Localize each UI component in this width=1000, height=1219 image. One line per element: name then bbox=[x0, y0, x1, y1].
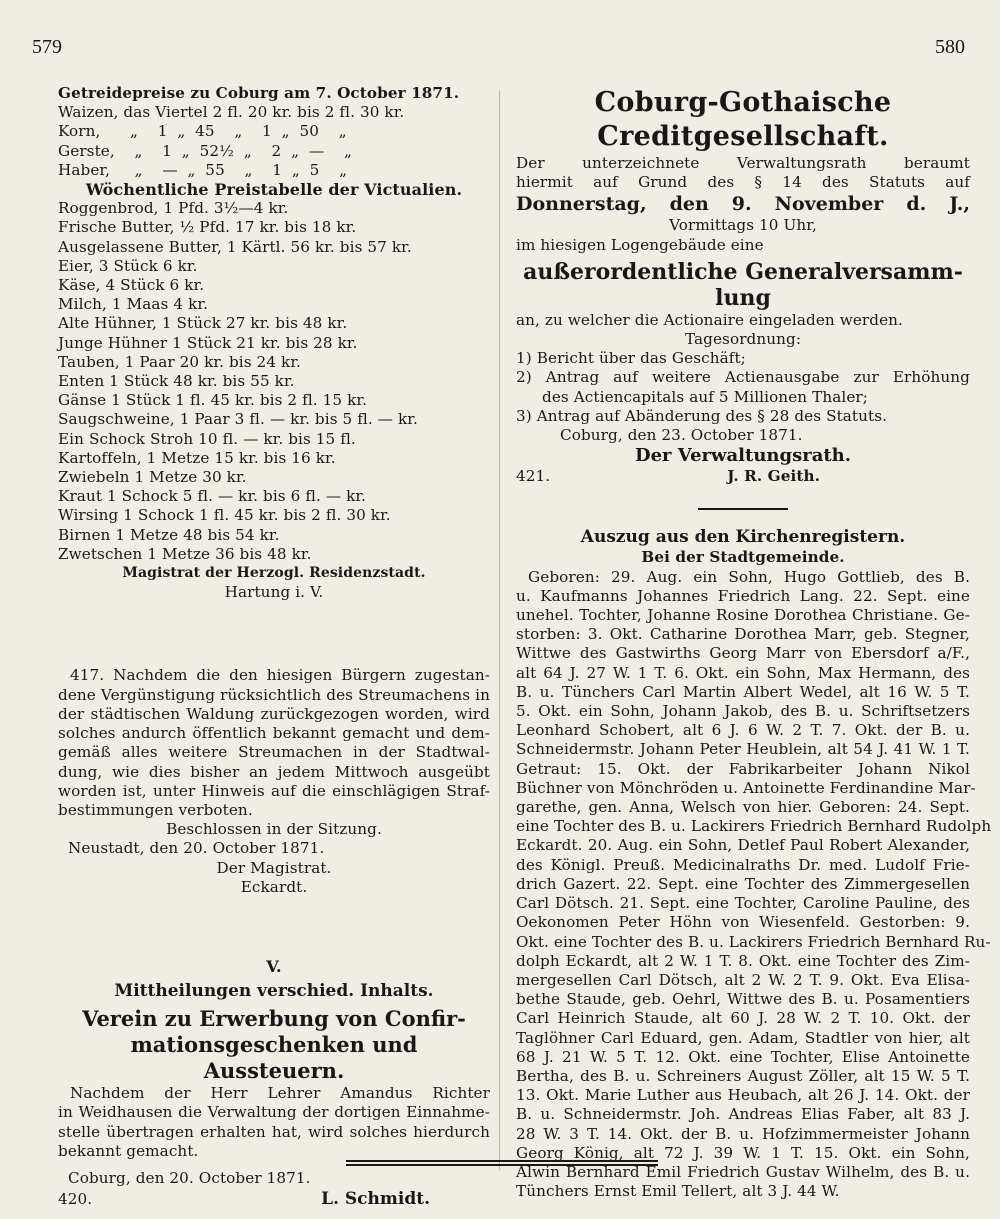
victualien-item: Roggenbrod, 1 Pfd. 3½—4 kr. bbox=[58, 199, 289, 218]
mittheilungen-heading: Mittheilungen verschied. Inhalts. bbox=[114, 981, 434, 1002]
page-number-left: 579 bbox=[32, 36, 62, 58]
left-column bbox=[58, 84, 490, 1210]
schmidt-signature: L. Schmidt. bbox=[321, 1189, 430, 1210]
price-row: Haber, „ — „ 55 „ 1 „ 5 „ bbox=[58, 160, 348, 179]
register-line: Leonhard Schobert, alt 6 J. 6 W. 2 T. 7. Okt. der B. u. bbox=[516, 721, 970, 740]
register-line: 68 J. 21 W. 5 T. 12. Okt. eine Tochter, Elise Antoinette bbox=[516, 1047, 970, 1066]
verein-text-line: in Weidhausen die Verwaltung der dortigen Einnahme- bbox=[58, 1103, 490, 1122]
stadtgemeinde-heading: Bei der Stadtgemeinde. bbox=[641, 548, 845, 567]
register-line: B. u. Schneidermstr. Joh. Andreas Elias Faber, alt 83 J. bbox=[516, 1105, 970, 1124]
coburg-date-420: Coburg, den 20. October 1871. bbox=[68, 1168, 311, 1187]
register-line: alt 64 J. 27 W. 1 T. 6. Okt. ein Sohn, Max Hermann, des bbox=[516, 663, 970, 682]
register-line: Getraut: 15. Okt. der Fabrikarbeiter Johann Nikol bbox=[516, 759, 970, 778]
notice-417-line: dung, wie dies bisher an jedem Mittwoch ausgeübt bbox=[58, 762, 490, 781]
register-line: 13. Okt. Marie Luther aus Heubach, alt 26 J. 14. Okt. der bbox=[516, 1086, 970, 1105]
notice-417-line: solches andurch öffentlich bekannt gemacht und dem- bbox=[58, 724, 490, 743]
bank-title: Coburg-Gothaische Creditgesellschaft. bbox=[594, 87, 892, 152]
page-number-right: 580 bbox=[935, 36, 965, 58]
victualien-item: Birnen 1 Metze 48 bis 54 kr. bbox=[58, 525, 280, 544]
register-line: Carl Dötsch. 21. Sept. eine Tochter, Caroline Pauline, des bbox=[516, 894, 970, 913]
register-line: 28 W. 3 T. 14. Okt. der B. u. Hofzimmermeister Johann bbox=[516, 1124, 970, 1143]
price-row: Gerste, „ 1 „ 52½ „ 2 „ — „ bbox=[58, 141, 352, 160]
register-line: Oekonomen Peter Höhn von Wiesenfeld. Gestorben: 9. bbox=[516, 913, 970, 932]
notice-417-line: der städtischen Waldung zurückgezogen worden, wird bbox=[58, 704, 490, 723]
geith-signature: J. R. Geith. bbox=[727, 467, 820, 486]
register-line: bethe Staude, geb. Oehrl, Wittwe des B. u. Posamentiers bbox=[516, 990, 970, 1009]
bottom-double-rule bbox=[346, 1160, 658, 1166]
victualien-item: Alte Hühner, 1 Stück 27 kr. bis 48 kr. bbox=[58, 314, 348, 333]
victualien-item: Zwiebeln 1 Metze 30 kr. bbox=[58, 468, 247, 487]
register-line: Alwin Bernhard Emil Friedrich Gustav Wilhelm, des B. u. bbox=[516, 1162, 970, 1181]
verwaltungsrath-signature: Der Verwaltungsrath. bbox=[634, 445, 852, 467]
register-line: drich Gazert. 22. Sept. eine Tochter des Zimmergesellen bbox=[516, 874, 970, 893]
register-line: Taglöhner Carl Eduard, gen. Adam, Stadtler von hier, alt bbox=[516, 1028, 970, 1047]
notice-number-421: 421. bbox=[516, 467, 551, 486]
register-line: Wittwe des Gastwirths Georg Marr von Ebersdorf a/F., bbox=[516, 644, 970, 663]
register-line: des Königl. Preuß. Medicinalraths Dr. med. Ludolf Frie- bbox=[516, 855, 970, 874]
agenda-item: 2) Antrag auf weitere Actienausgabe zur Erhöhung bbox=[516, 368, 970, 387]
section-v-heading: V. bbox=[266, 956, 282, 976]
agenda-item: des Actiencapitals auf 5 Millionen Thaler; bbox=[542, 387, 868, 406]
verein-title-line2: mationsgeschenken und Aussteuern. bbox=[130, 1032, 418, 1084]
victualien-item: Ein Schock Stroh 10 fl. — kr. bis 15 fl. bbox=[58, 429, 356, 448]
right-column bbox=[516, 86, 992, 1201]
invitation-line: an, zu welcher die Actionaire eingeladen werden. bbox=[516, 310, 903, 329]
register-line: dolph Eckardt, alt 2 W. 1 T. 8. Okt. eine Tochter des Zim- bbox=[516, 951, 970, 970]
register-line: storben: 3. Okt. Catharine Dorothea Marr, geb. Stegner, bbox=[516, 625, 970, 644]
register-line: eine Tochter des B. u. Lackirers Friedrich Bernhard Rudolph bbox=[516, 817, 992, 836]
intro-line: hiermit auf Grund des § 14 des Statuts auf bbox=[516, 173, 970, 192]
register-line: Okt. eine Tochter des B. u. Lackirers Friedrich Bernhard Ru- bbox=[516, 932, 991, 951]
signature-row-421 bbox=[516, 467, 970, 486]
register-line: B. u. Tünchers Carl Martin Albert Wedel, alt 16 W. 5 T. bbox=[516, 682, 970, 701]
coburg-date-421: Coburg, den 23. October 1871. bbox=[560, 426, 803, 445]
meeting-time: Vormittags 10 Uhr, bbox=[669, 216, 817, 235]
notice-417-line: bestimmungen verboten. bbox=[58, 800, 253, 819]
signature-row-420 bbox=[58, 1188, 490, 1210]
register-line: unehel. Tochter, Johanne Rosine Dorothea Christiane. Ge- bbox=[516, 606, 970, 625]
meeting-date: Donnerstag, den 9. November d. J., bbox=[516, 193, 970, 216]
intro-line: Der unterzeichnete Verwaltungsrath beraumt bbox=[516, 154, 970, 172]
victualien-item: Gänse 1 Stück 1 fl. 45 kr. bis 2 fl. 15 kr. bbox=[58, 391, 368, 410]
victualien-item: Saugschweine, 1 Paar 3 fl. — kr. bis 5 fl. — kr. bbox=[58, 410, 418, 429]
victualien-item: Ausgelassene Butter, 1 Kärtl. 56 kr. bis 57 kr. bbox=[58, 237, 412, 256]
victualien-item: Käse, 4 Stück 6 kr. bbox=[58, 276, 205, 295]
register-line: u. Kaufmanns Johannes Friedrich Lang. 22. Sept. eine bbox=[516, 586, 970, 605]
agenda-item: 3) Antrag auf Abänderung des § 28 des Statuts. bbox=[516, 406, 888, 425]
general-meeting-title-line1: außerordentliche Generalversamm- bbox=[523, 258, 963, 285]
neustadt-date: Neustadt, den 20. October 1871. bbox=[68, 839, 325, 858]
victualien-item: Enten 1 Stück 48 kr. bis 55 kr. bbox=[58, 372, 295, 391]
victualien-list bbox=[58, 199, 490, 564]
victualien-item: Kartoffeln, 1 Metze 15 kr. bis 16 kr. bbox=[58, 448, 336, 467]
price-row: Waizen, das Viertel 2 fl. 20 kr. bis 2 fl. 30 kr. bbox=[58, 103, 405, 122]
victualien-item: Milch, 1 Maas 4 kr. bbox=[58, 295, 208, 314]
register-line: Geboren: 29. Aug. ein Sohn, Hugo Gottlieb, des B. bbox=[528, 567, 970, 586]
general-meeting-title-line2: lung bbox=[715, 284, 771, 311]
register-line: mergesellen Carl Dötsch, alt 2 W. 2 T. 9. Okt. Eva Elisa- bbox=[516, 970, 970, 989]
agenda-item: 1) Bericht über das Geschäft; bbox=[516, 349, 746, 368]
victualien-item: Kraut 1 Schock 5 fl. — kr. bis 6 fl. — kr. bbox=[58, 487, 366, 506]
victualien-title: Wöchentliche Preistabelle der Victualien. bbox=[85, 180, 463, 200]
verein-text-line: stelle übertragen erhalten hat, wird solches hierdurch bbox=[58, 1122, 490, 1141]
beschlossen-line: Beschlossen in der Sitzung. bbox=[166, 820, 382, 839]
notice-417-line: worden ist, unter Hinweis auf die einschlägigen Straf- bbox=[58, 781, 490, 800]
verein-text-line: bekannt gemacht. bbox=[58, 1141, 199, 1160]
grain-prices bbox=[58, 84, 490, 180]
register-line: Eckardt. 20. Aug. ein Sohn, Detlef Paul Robert Alexander, bbox=[516, 836, 970, 855]
verein-text-line: Nachdem der Herr Lehrer Amandus Richter bbox=[70, 1084, 490, 1103]
notice-417-line: gemäß alles weitere Streumachen in der Stadtwal- bbox=[58, 743, 490, 762]
victualien-item: Eier, 3 Stück 6 kr. bbox=[58, 256, 198, 275]
register-line: Georg König, alt 72 J. 39 W. 1 T. 15. Okt. ein Sohn, bbox=[516, 1143, 970, 1162]
register-line: Carl Heinrich Staude, alt 60 J. 28 W. 2 T. 10. Okt. der bbox=[516, 1009, 970, 1028]
church-register bbox=[516, 567, 992, 1202]
magistrat-signature: Magistrat der Herzogl. Residenzstadt. bbox=[122, 565, 426, 582]
der-magistrat: Der Magistrat. bbox=[216, 858, 332, 877]
register-line: Schneidermstr. Johann Peter Heublein, alt 54 J. 41 W. 1 T. bbox=[516, 740, 970, 759]
hartung-signature: Hartung i. V. bbox=[224, 583, 324, 602]
victualien-item: Wirsing 1 Schock 1 fl. 45 kr. bis 2 fl. 30 kr. bbox=[58, 506, 391, 525]
price-row: Korn, „ 1 „ 45 „ 1 „ 50 „ bbox=[58, 122, 347, 141]
eckardt-signature: Eckardt. bbox=[240, 877, 308, 896]
verein-title-line1: Verein zu Erwerbung von Confir- bbox=[82, 1006, 466, 1032]
meeting-place: im hiesigen Logengebäude eine bbox=[516, 235, 764, 254]
victualien-item: Frische Butter, ½ Pfd. 17 kr. bis 18 kr. bbox=[58, 218, 357, 237]
victualien-item: Junge Hühner 1 Stück 21 kr. bis 28 kr. bbox=[58, 333, 358, 352]
notice-417 bbox=[58, 666, 490, 820]
victualien-item: Tauben, 1 Paar 20 kr. bis 24 kr. bbox=[58, 352, 301, 371]
register-line: Bertha, des B. u. Schreiners August Zöller, alt 15 W. 5 T. bbox=[516, 1066, 970, 1085]
agenda-heading: Tagesordnung: bbox=[684, 330, 802, 349]
register-line: Tünchers Ernst Emil Tellert, alt 3 J. 44 W. bbox=[516, 1182, 840, 1201]
verein-text bbox=[58, 1084, 490, 1161]
register-line: garethe, gen. Anna, Welsch von hier. Geboren: 24. Sept. bbox=[516, 798, 970, 817]
victualien-item: Zwetschen 1 Metze 36 bis 48 kr. bbox=[58, 544, 312, 563]
register-line: Büchner von Mönchröden u. Antoinette Ferdinandine Mar- bbox=[516, 778, 976, 797]
notice-417-line: 417. Nachdem die den hiesigen Bürgern zugestan- bbox=[70, 666, 490, 685]
notice-number-420: 420. bbox=[58, 1190, 93, 1209]
kirchenregister-heading: Auszug aus den Kirchenregistern. bbox=[580, 527, 906, 548]
column-separator bbox=[499, 90, 500, 1170]
register-line: 5. Okt. ein Sohn, Johann Jakob, des B. u. Schriftsetzers bbox=[516, 702, 970, 721]
notice-417-line: dene Vergünstigung rücksichtlich des Streumachens in bbox=[58, 685, 490, 704]
grain-prices-title: Getreidepreise zu Coburg am 7. October 1871. bbox=[58, 84, 460, 102]
divider-rule bbox=[698, 508, 788, 510]
